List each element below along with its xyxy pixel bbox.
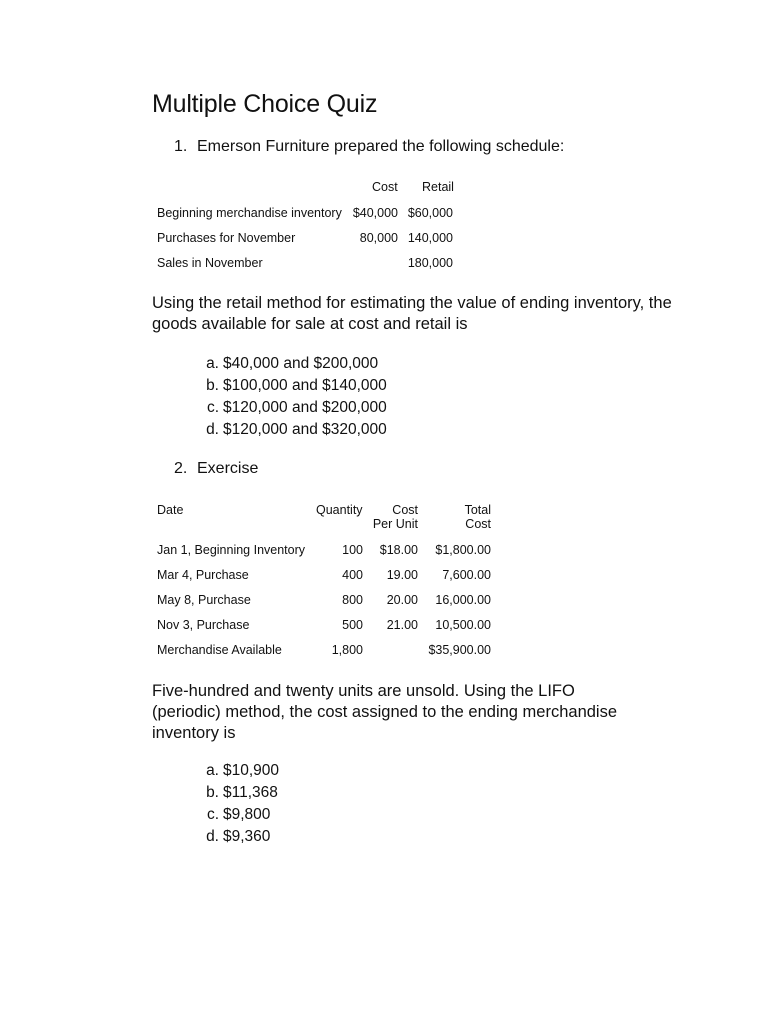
option-text: $9,800 (223, 806, 271, 823)
question-2-number: 2. (174, 460, 188, 477)
option-label: d. (206, 421, 219, 438)
row-label: Merchandise Available (157, 643, 282, 657)
row-label: Nov 3, Purchase (157, 618, 250, 632)
row-label: Beginning merchandise inventory (157, 206, 342, 220)
row-unit-cost: 21.00 (386, 618, 418, 632)
row-label: May 8, Purchase (157, 593, 251, 607)
option-text: $100,000 and $140,000 (223, 377, 387, 394)
option-a[interactable] (201, 762, 279, 780)
row-quantity: 500 (342, 618, 363, 632)
row-label: Mar 4, Purchase (157, 568, 249, 582)
row-quantity: 800 (342, 593, 363, 607)
col-header-total-line1: Total (464, 503, 491, 517)
option-text: $120,000 and $200,000 (223, 399, 387, 416)
col-header-date: Date (157, 503, 184, 517)
option-c[interactable] (201, 399, 387, 417)
row-unit-cost: $18.00 (379, 543, 418, 557)
option-b[interactable] (201, 784, 278, 802)
option-label: a. (206, 355, 219, 372)
col-header-retail: Retail (422, 180, 454, 194)
option-label: d. (206, 828, 219, 845)
col-header-cost-line2: Per Unit (372, 517, 418, 531)
question-1-heading: Emerson Furniture prepared the following schedule: (197, 138, 565, 155)
row-total: $1,800.00 (435, 543, 491, 557)
option-label: a. (206, 762, 219, 779)
row-total: $35,900.00 (428, 643, 491, 657)
row-quantity: 1,800 (331, 643, 363, 657)
row-retail: $60,000 (407, 206, 453, 220)
option-text: $10,900 (223, 762, 280, 779)
row-quantity: 100 (342, 543, 363, 557)
row-unit-cost: 20.00 (386, 593, 418, 607)
question-1-number: 1. (174, 138, 188, 155)
row-cost: 80,000 (359, 231, 398, 245)
option-a[interactable] (201, 355, 378, 373)
row-retail: 140,000 (407, 231, 453, 245)
row-label: Sales in November (157, 256, 263, 270)
option-text: $120,000 and $320,000 (223, 421, 387, 438)
option-text: $40,000 and $200,000 (223, 355, 379, 372)
question-1-text: Using the retail method for estimating the value of ending inventory, the goods available for sale at cost and retail is (152, 294, 672, 333)
col-header-cost: Cost (372, 180, 398, 194)
row-label: Jan 1, Beginning Inventory (157, 543, 306, 557)
option-d[interactable] (201, 828, 270, 846)
option-label: c. (206, 806, 219, 823)
row-total: 16,000.00 (435, 593, 491, 607)
col-header-cost-per-unit (373, 503, 418, 531)
row-cost: $40,000 (352, 206, 398, 220)
row-unit-cost: 19.00 (386, 568, 418, 582)
option-label: b. (206, 784, 219, 801)
option-b[interactable] (201, 377, 387, 395)
row-total: 10,500.00 (435, 618, 491, 632)
question-2-text: Five-hundred and twenty units are unsold. Using the LIFO (periodic) method, the cost assigned to the ending merchandise inventory is (152, 682, 618, 742)
option-d[interactable] (201, 421, 387, 439)
option-label: c. (206, 399, 219, 416)
row-total: 7,600.00 (442, 568, 491, 582)
row-retail: 180,000 (407, 256, 453, 270)
option-label: b. (206, 377, 219, 394)
question-2-heading: Exercise (197, 460, 259, 477)
row-quantity: 400 (342, 568, 363, 582)
option-c[interactable] (201, 806, 270, 824)
row-label: Purchases for November (157, 231, 296, 245)
col-header-total-cost (465, 503, 491, 531)
col-header-quantity: Quantity (316, 503, 363, 517)
option-text: $9,360 (223, 828, 271, 845)
option-text: $11,368 (223, 784, 278, 801)
page-title: Multiple Choice Quiz (152, 90, 378, 118)
col-header-total-line2: Cost (465, 517, 491, 531)
col-header-cost-line1: Cost (392, 503, 418, 517)
